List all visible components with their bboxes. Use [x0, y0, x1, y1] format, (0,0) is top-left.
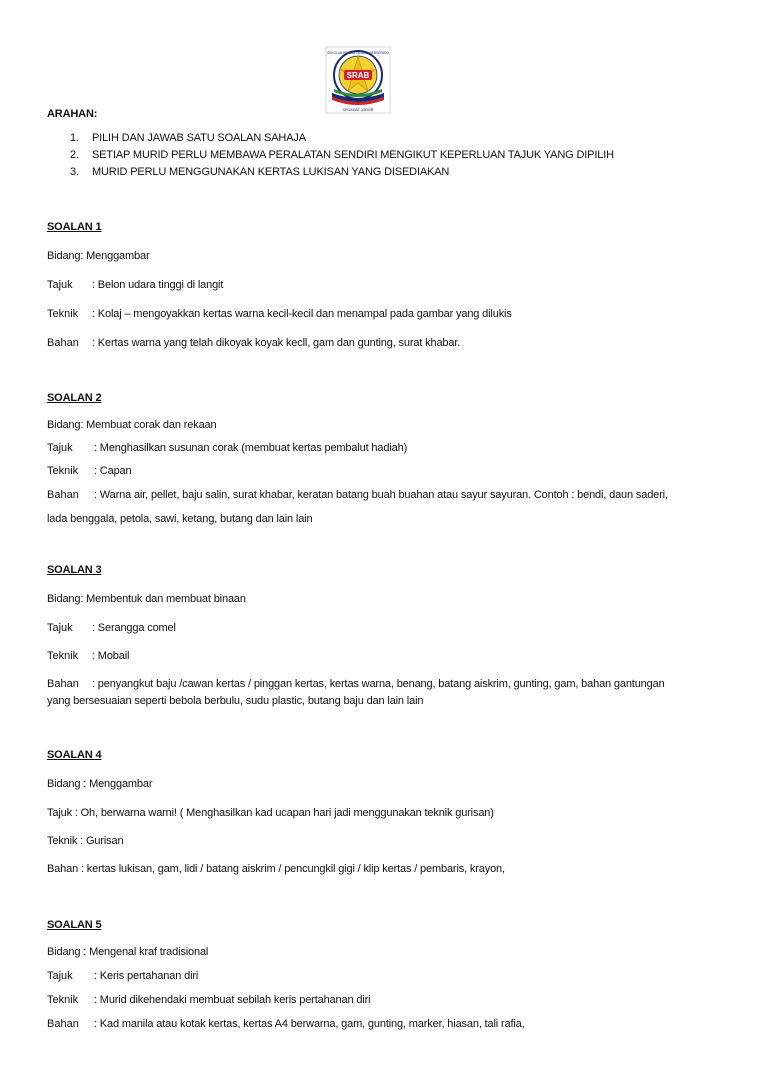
soalan-1-tajuk: : Belon udara tinggi di langit [92, 279, 224, 291]
soalan-2-teknik-label: Teknik [47, 465, 79, 477]
soalan-1-teknik-label: Teknik [47, 308, 79, 320]
soalan-1-bahan: : Kertas warna yang telah dikoyak koyak kecll, gam dan gunting, surat khabar. [92, 337, 461, 349]
soalan-3-bahan: : penyangkut baju /cawan kertas / pinggan kertas, kertas warna, benang, batang aiskrim, gunting, gam, bahan gantungan [92, 678, 665, 690]
soalan-2-tajuk: : Menghasilkan susunan corak (membuat kertas pembalut hadiah) [94, 442, 408, 454]
soalan-3-tajuk-label: Tajuk [47, 622, 73, 634]
soalan-3-teknik: : Mobail [92, 650, 130, 662]
soalan-2-teknik: : Capan [94, 465, 132, 477]
soalan-2-bidang: Bidang: Membuat corak dan rekaan [47, 419, 217, 431]
soalan-5-bahan: : Kad manila atau kotak kertas, kertas A4 berwarna, gam, gunting, marker, hiasan, tali rafia, [94, 1018, 525, 1030]
arahan-item-2: SETIAP MURID PERLU MEMBAWA PERALATAN SENDIRI MENGIKUT KEPERLUAN TAJUK YANG DIPILIH [92, 149, 614, 161]
soalan-4-teknik: Teknik : Gurisan [47, 835, 124, 847]
soalan-5-title: SOALAN 5 [47, 919, 102, 931]
soalan-2-bahan-cont: lada benggala, petola, sawi, ketang, butang dan lain lain [47, 513, 313, 525]
arahan-item-3-num: 3. [70, 166, 80, 178]
arahan-item-2-num: 2. [70, 149, 80, 161]
soalan-3-bahan-cont: yang bersesuaian seperti bebola berbulu, sudu plastic, butang baju dan lain lain [47, 695, 424, 707]
soalan-4-tajuk: Tajuk : Oh, berwarna warni! ( Menghasilkan kad ucapan hari jadi menggunakan teknik gurisan) [47, 807, 494, 819]
soalan-3-title: SOALAN 3 [47, 564, 102, 576]
soalan-1-tajuk-label: Tajuk [47, 279, 73, 291]
logo-text: SRAB [346, 71, 370, 80]
soalan-1-bahan-label: Bahan [47, 337, 79, 349]
soalan-3-bidang: Bidang: Membentuk dan membuat binaan [47, 593, 246, 605]
soalan-4-title: SOALAN 4 [47, 749, 102, 761]
soalan-5-bidang: Bidang : Mengenal kraf tradisional [47, 946, 209, 958]
soalan-4-bidang: Bidang : Menggambar [47, 778, 153, 790]
soalan-5-tajuk: : Keris pertahanan diri [94, 970, 199, 982]
soalan-1-title: SOALAN 1 [47, 221, 102, 233]
soalan-5-teknik: : Murid dikehendaki membuat sebilah keris pertahanan diri [94, 994, 371, 1006]
soalan-2-title: SOALAN 2 [47, 392, 102, 404]
arahan-item-1: PILIH DAN JAWAB SATU SOALAN SAHAJA [92, 132, 306, 144]
soalan-3-teknik-label: Teknik [47, 650, 79, 662]
soalan-2-bahan-label: Bahan [47, 489, 79, 501]
soalan-4-bahan: Bahan : kertas lukisan, gam, lidi / batang aiskrim / pencungkil gigi / klip kertas / pembaris, krayon, [47, 863, 505, 875]
soalan-1-teknik: : Kolaj – mengoyakkan kertas warna kecil-kecil dan menampal pada gambar yang dilukis [92, 308, 512, 320]
soalan-1-bidang: Bidang: Menggambar [47, 250, 150, 262]
soalan-2-tajuk-label: Tajuk [47, 442, 73, 454]
arahan-item-3: MURID PERLU MENGGUNAKAN KERTAS LUKISAN YANG DISEDIAKAN [92, 166, 450, 178]
soalan-5-tajuk-label: Tajuk [47, 970, 73, 982]
soalan-5-bahan-label: Bahan [47, 1018, 79, 1030]
logo-bottom-text: SEGAMAT JOHOR [342, 108, 374, 112]
logo-ring-text: SEKOLAH RENDAH AGAMA BERSEPADU [327, 51, 389, 55]
soalan-3-bahan-label: Bahan [47, 678, 79, 690]
soalan-5-teknik-label: Teknik [47, 994, 79, 1006]
school-logo [324, 45, 392, 115]
soalan-2-bahan: : Warna air, pellet, baju salin, surat khabar, keratan batang buah buahan atau sayur sayuran. Contoh : bendi, daun saderi, [94, 489, 668, 501]
arahan-item-1-num: 1. [70, 132, 80, 144]
arahan-title: ARAHAN: [47, 108, 98, 120]
soalan-3-tajuk: : Serangga comel [92, 622, 176, 634]
